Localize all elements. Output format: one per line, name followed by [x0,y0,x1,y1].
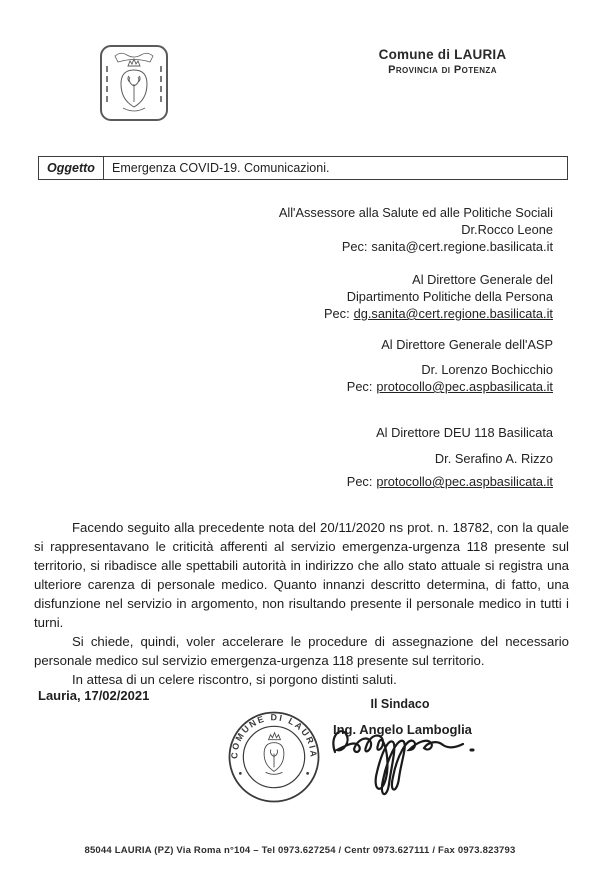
body-paragraph-2: Si chiede, quindi, voler accelerare le procedure di assegnazione del necessario personale medico sul servizio emergenza-urgenza 118 presente sul territorio. [34,634,569,668]
subject-label: Oggetto [39,157,104,180]
pec-email: protocollo@pec.aspbasilicata.it [376,379,553,394]
recipient-title: Al Direttore DEU 118 Basilicata [376,425,553,440]
signer-role: Il Sindaco [370,697,430,711]
recipient-assessore-salute [150,204,553,255]
recipient-direttore-dipartimento [150,271,553,322]
pec-email: dg.sanita@cert.regione.basilicata.it [353,306,553,321]
pec-label: Pec: [346,379,373,394]
pec-email: protocollo@pec.aspbasilicata.it [376,474,553,489]
recipient-title: All'Assessore alla Salute ed alle Politiche Sociali [278,205,553,220]
footer-address: 85044 LAURIA (PZ) Via Roma n°104 – Tel 0973.627254 / Centr 0973.627111 / Fax 0973.823793 [84,845,516,856]
subject-table [38,156,568,180]
recipient-direttore-asp [150,336,553,395]
recipient-person: Dr. Serafino A. Rizzo [434,451,553,466]
recipient-title: Al Direttore Generale del [412,272,553,287]
letter-body [34,518,569,689]
recipient-direttore-deu118 [150,424,553,490]
pec-label: Pec: [324,306,350,321]
subject-value: Emergenza COVID-19. Comunicazioni. [104,157,568,180]
province-name: Provincia di Potenza [388,64,497,76]
pec-email: sanita@cert.regione.basilicata.it [371,239,553,254]
handwritten-signature-icon [325,700,500,805]
recipient-pec [150,378,553,395]
body-paragraph-1: Facendo seguito alla precedente nota del 20/11/2020 ns prot. n. 18782, con la quale si rappresentavano le criticità afferenti al servizio emergenza-urgenza 118 presente sul territorio, si ribadisce alle spettabili autorità in indirizzo che allo stato attuale si registra una ulteriore carenza di personale medico. Quanto innanzi descritto determina, di fatto, una disfunzione nel servizio in argomento, non risultando presente il personale medico in tutti i turni. [34,520,569,630]
recipient-pec [150,473,553,490]
recipients-block [150,204,553,490]
recipient-person: Dr.Rocco Leone [461,222,553,237]
recipient-pec [150,238,553,255]
signer-name: Ing. Angelo Lamboglia [333,722,472,737]
recipient-title-2: Dipartimento Politiche della Persona [346,289,553,304]
body-paragraph-3: In attesa di un celere riscontro, si porgono distinti saluti. [72,672,397,687]
place-date: Lauria, 17/02/2021 [38,688,150,703]
round-official-stamp-icon [227,710,321,804]
recipient-person: Dr. Lorenzo Bochicchio [421,362,553,377]
letterhead [350,47,535,76]
stamp-text: COMUNE DI LAURIA [229,712,319,760]
municipal-emblem-icon [99,44,169,122]
pec-label: Pec: [341,239,368,254]
svg-text:COMUNE DI LAURIA [229,712,319,759]
recipient-pec [150,305,553,322]
municipality-name: Comune di LAURIA [378,47,507,62]
pec-label: Pec: [346,474,373,489]
recipient-title: Al Direttore Generale dell'ASP [381,337,553,352]
